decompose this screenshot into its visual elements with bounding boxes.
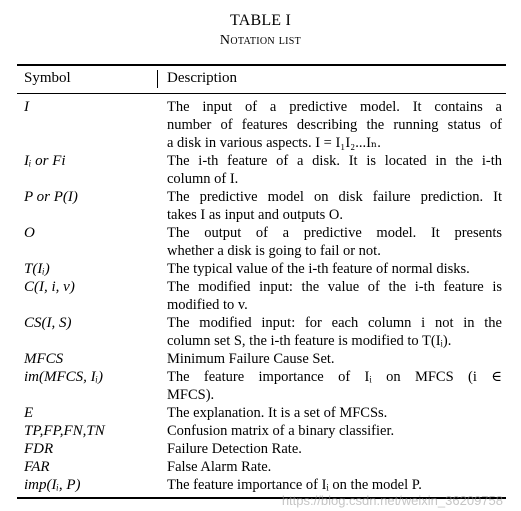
table-row: [0, 278, 521, 314]
description-line: column set S, the i-th feature is modified to T(Iᵢ).: [167, 333, 452, 349]
table-row: [0, 98, 521, 152]
description-line: The modified input: for each column i not in the: [167, 315, 502, 331]
symbol-cell: P or P(I): [24, 189, 78, 205]
description-cell: [167, 440, 502, 458]
symbol-cell: FAR: [24, 459, 50, 475]
table-row: [0, 350, 521, 368]
description-cell: [167, 224, 502, 260]
description-cell: [167, 152, 502, 188]
top-rule: [17, 64, 506, 66]
table-row: [0, 260, 521, 278]
description-line: whether a disk is going to fail or not.: [167, 243, 381, 259]
description-line: The predictive model on disk failure prediction. It: [167, 189, 502, 205]
table-row: [0, 224, 521, 260]
description-line: Confusion matrix of a binary classifier.: [167, 423, 395, 439]
watermark: https://blog.csdn.net/weixin_36209758: [281, 493, 503, 508]
description-line: takes I as input and outputs O.: [167, 207, 343, 223]
notation-table-body: [0, 98, 521, 494]
symbol-cell: E: [24, 405, 34, 421]
description-line: a disk in various aspects. I = I₁I₂...Iₙ.: [167, 135, 381, 151]
table-row: [0, 458, 521, 476]
description-cell: [167, 278, 502, 314]
description-line: The output of a predictive model. It presents: [167, 225, 502, 241]
description-line: Minimum Failure Cause Set.: [167, 351, 335, 367]
table-row: [0, 314, 521, 350]
description-column-header: Description: [167, 70, 237, 86]
symbol-cell: Iᵢ or Fi: [24, 153, 66, 169]
symbol-cell: O: [24, 225, 35, 241]
header-rule: [17, 93, 506, 94]
table-row: [0, 188, 521, 224]
description-line: The modified input: the value of the i-th feature is: [167, 279, 502, 295]
description-line: The explanation. It is a set of MFCSs.: [167, 405, 388, 421]
description-cell: [167, 458, 502, 476]
description-line: The i-th feature of a disk. It is located in the i-th: [167, 153, 502, 169]
table-row: [0, 152, 521, 188]
description-cell: [167, 314, 502, 350]
table-row: [0, 476, 521, 494]
description-line: modified to v.: [167, 297, 248, 313]
description-line: False Alarm Rate.: [167, 459, 272, 475]
symbol-cell: TP,FP,FN,TN: [24, 423, 105, 439]
symbol-cell: MFCS: [24, 351, 64, 367]
column-separator: [157, 70, 158, 88]
table-title: TABLE I: [230, 12, 291, 29]
symbol-cell: imp(Iᵢ, P): [24, 477, 81, 493]
table-row: [0, 368, 521, 404]
description-cell: [167, 260, 502, 278]
description-line: Failure Detection Rate.: [167, 441, 302, 457]
description-line: The feature importance of Iᵢ on MFCS (i ∈: [167, 369, 502, 385]
table-subtitle: Notation list: [219, 33, 302, 48]
description-cell: [167, 368, 502, 404]
symbol-cell: C(I, i, v): [24, 279, 75, 295]
symbol-cell: FDR: [24, 441, 54, 457]
table-row: [0, 440, 521, 458]
description-line: column of I.: [167, 171, 239, 187]
table-row: [0, 404, 521, 422]
description-line: MFCS).: [167, 387, 215, 403]
symbol-cell: I: [24, 99, 29, 115]
symbol-column-header: Symbol: [24, 70, 71, 86]
description-line: The feature importance of Iᵢ on the model P.: [167, 477, 422, 493]
description-line: The input of a predictive model. It contains a: [167, 99, 502, 115]
symbol-cell: T(Iᵢ): [24, 261, 50, 277]
description-cell: [167, 404, 502, 422]
description-cell: [167, 188, 502, 224]
symbol-cell: CS(I, S): [24, 315, 72, 331]
table-row: [0, 422, 521, 440]
description-cell: [167, 422, 502, 440]
description-cell: [167, 98, 502, 152]
description-cell: [167, 476, 502, 494]
symbol-cell: im(MFCS, Iᵢ): [24, 369, 104, 385]
description-cell: [167, 350, 502, 368]
description-line: The typical value of the i-th feature of normal disks.: [167, 261, 470, 277]
description-line: number of features describing the running status of: [167, 117, 502, 133]
